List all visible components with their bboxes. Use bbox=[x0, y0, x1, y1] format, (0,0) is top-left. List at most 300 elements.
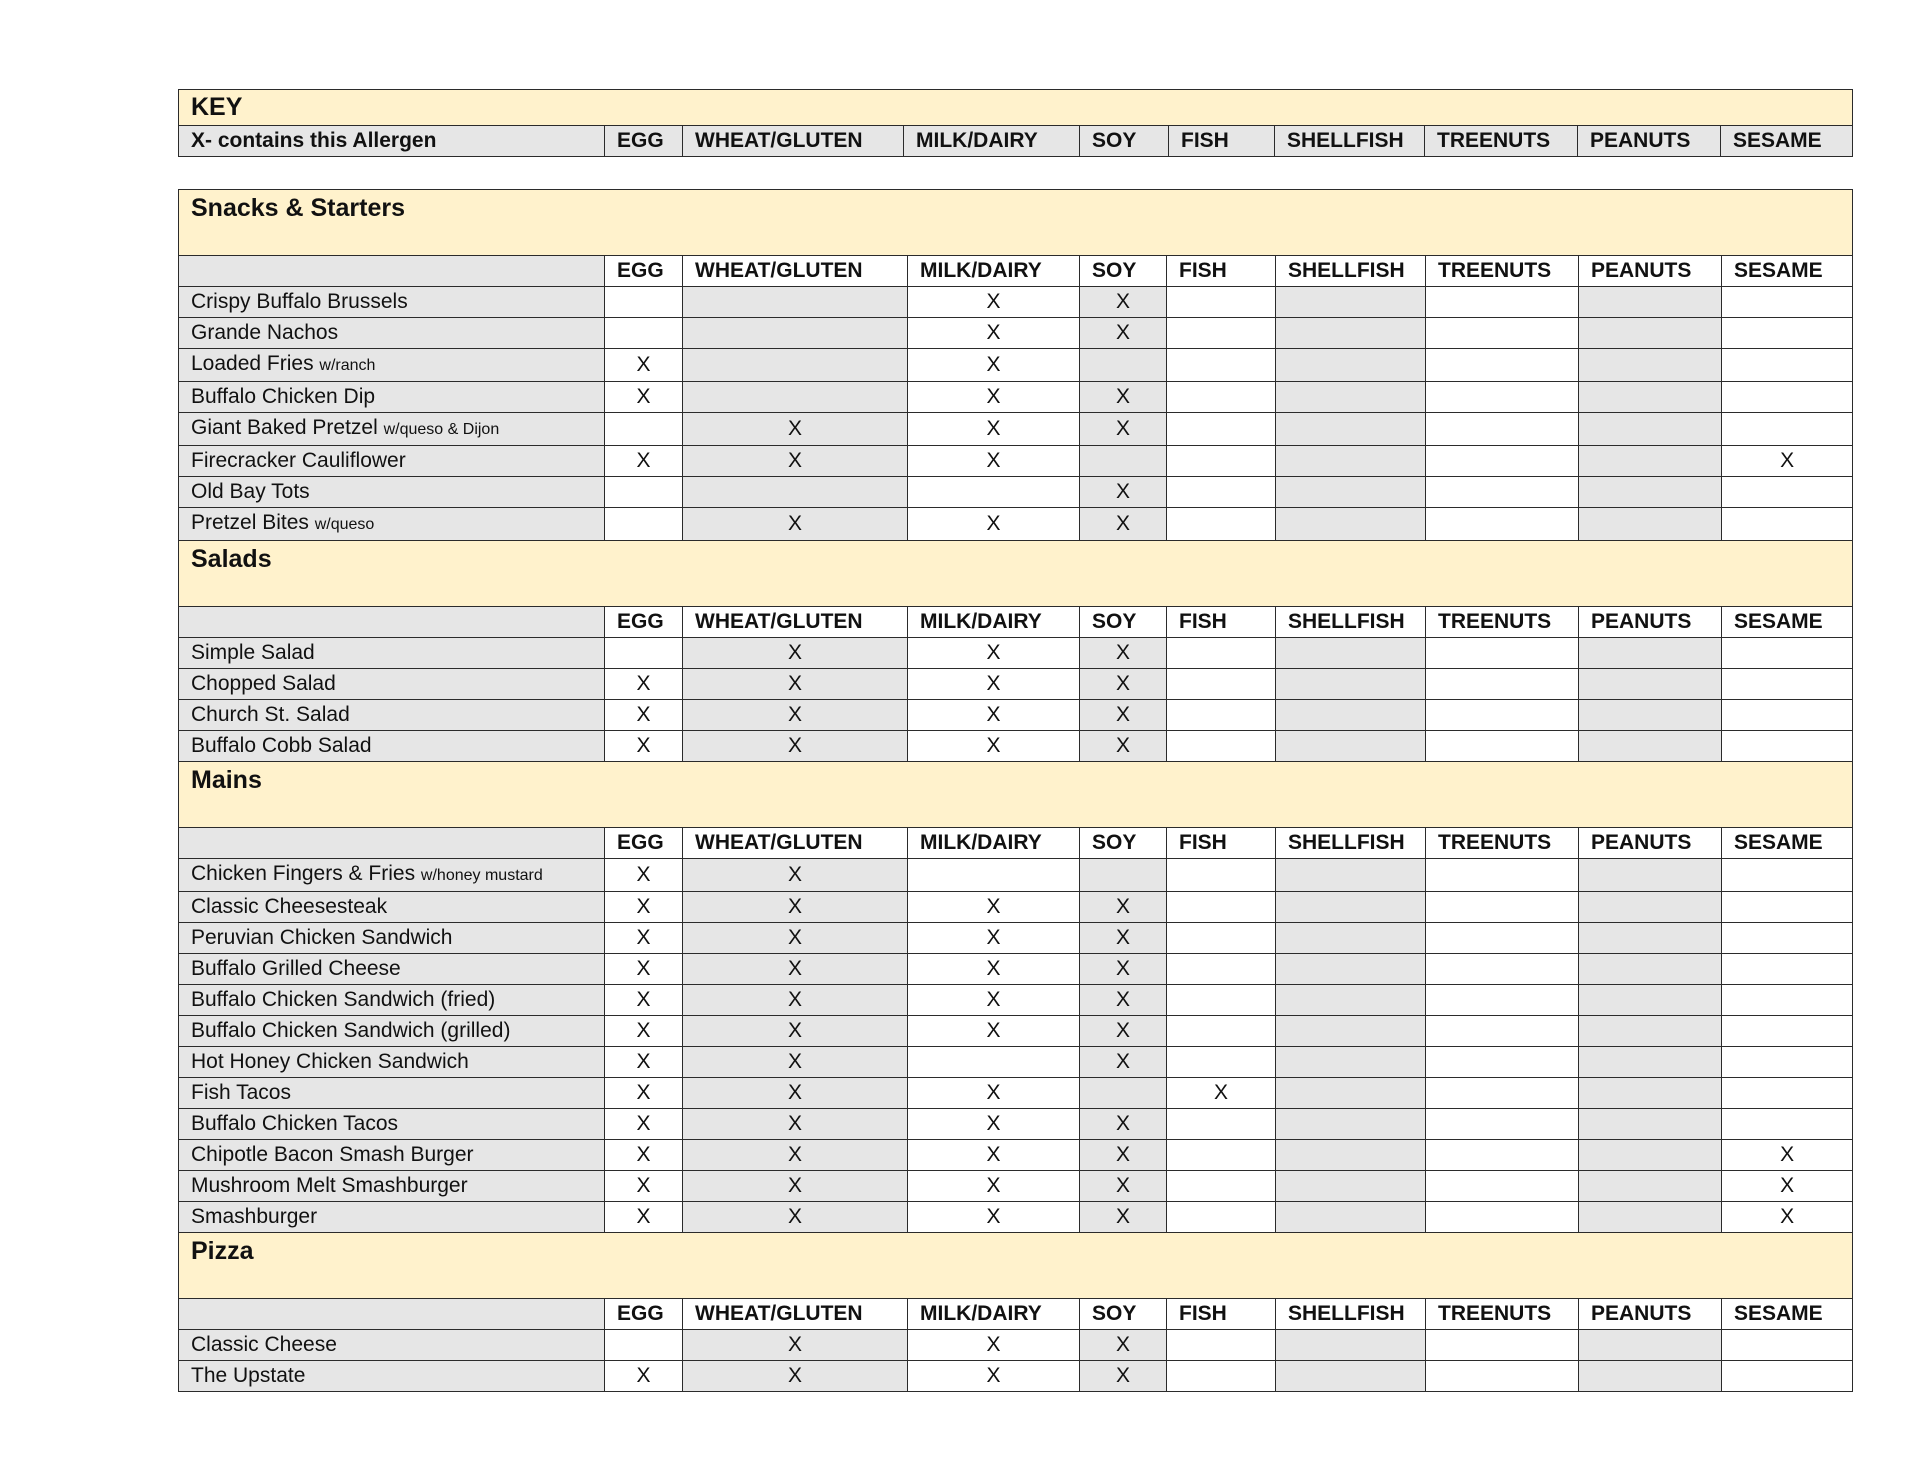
allergen-mark-wheat-gluten: X bbox=[683, 731, 908, 762]
menu-item-note: w/queso & Dijon bbox=[383, 421, 500, 438]
menu-item-cell bbox=[179, 985, 605, 1016]
allergen-mark-shellfish bbox=[1276, 477, 1426, 508]
allergen-mark-wheat-gluten: X bbox=[683, 1109, 908, 1140]
allergen-mark-shellfish bbox=[1276, 700, 1426, 731]
allergen-mark-shellfish bbox=[1276, 954, 1426, 985]
allergen-mark-sesame bbox=[1722, 1078, 1853, 1109]
allergen-mark-fish bbox=[1167, 1047, 1276, 1078]
allergen-mark-fish bbox=[1167, 318, 1276, 349]
menu-item-row bbox=[179, 382, 1853, 413]
menu-item-name: Loaded Fries bbox=[191, 352, 314, 375]
allergen-mark-sesame: X bbox=[1722, 1171, 1853, 1202]
allergen-mark-soy: X bbox=[1080, 669, 1167, 700]
column-header-treenuts: TREENUTS bbox=[1426, 607, 1579, 638]
allergen-mark-egg bbox=[605, 638, 683, 669]
allergen-mark-soy: X bbox=[1080, 1047, 1167, 1078]
menu-item-row bbox=[179, 700, 1853, 731]
menu-item-cell bbox=[179, 1016, 605, 1047]
key-col-egg: EGG bbox=[605, 126, 683, 157]
allergen-mark-treenuts bbox=[1426, 318, 1579, 349]
key-col-milk-dairy: MILK/DAIRY bbox=[904, 126, 1080, 157]
allergen-mark-sesame bbox=[1722, 349, 1853, 382]
allergen-mark-treenuts bbox=[1426, 446, 1579, 477]
allergen-mark-shellfish bbox=[1276, 508, 1426, 541]
menu-item-row bbox=[179, 1047, 1853, 1078]
allergen-mark-peanuts bbox=[1579, 669, 1722, 700]
menu-item-name: Crispy Buffalo Brussels bbox=[191, 290, 408, 313]
allergen-mark-fish bbox=[1167, 446, 1276, 477]
menu-item-row bbox=[179, 287, 1853, 318]
allergen-mark-peanuts bbox=[1579, 638, 1722, 669]
column-header-fish: FISH bbox=[1167, 256, 1276, 287]
allergen-mark-sesame bbox=[1722, 638, 1853, 669]
allergen-mark-milk-dairy: X bbox=[908, 1078, 1080, 1109]
menu-item-row bbox=[179, 892, 1853, 923]
allergen-mark-soy: X bbox=[1080, 318, 1167, 349]
allergen-mark-fish bbox=[1167, 1016, 1276, 1047]
key-col-treenuts: TREENUTS bbox=[1425, 126, 1578, 157]
allergen-mark-treenuts bbox=[1426, 923, 1579, 954]
menu-item-name: Old Bay Tots bbox=[191, 480, 310, 503]
menu-item-name: Buffalo Chicken Dip bbox=[191, 385, 376, 408]
allergen-mark-fish bbox=[1167, 638, 1276, 669]
allergen-mark-peanuts bbox=[1579, 382, 1722, 413]
menu-item-cell bbox=[179, 638, 605, 669]
column-header-peanuts: PEANUTS bbox=[1579, 607, 1722, 638]
allergen-mark-soy bbox=[1080, 859, 1167, 892]
allergen-mark-wheat-gluten: X bbox=[683, 1016, 908, 1047]
menu-item-row bbox=[179, 477, 1853, 508]
menu-item-row bbox=[179, 1361, 1853, 1392]
allergen-mark-sesame: X bbox=[1722, 1140, 1853, 1171]
allergen-mark-wheat-gluten bbox=[683, 349, 908, 382]
allergen-mark-soy: X bbox=[1080, 1361, 1167, 1392]
allergen-mark-soy: X bbox=[1080, 508, 1167, 541]
menu-item-cell bbox=[179, 1202, 605, 1233]
allergen-mark-treenuts bbox=[1426, 1330, 1579, 1361]
menu-item-row bbox=[179, 1078, 1853, 1109]
allergen-mark-soy: X bbox=[1080, 1202, 1167, 1233]
allergen-mark-soy: X bbox=[1080, 1109, 1167, 1140]
allergen-mark-milk-dairy bbox=[908, 477, 1080, 508]
menu-item-name: Peruvian Chicken Sandwich bbox=[191, 926, 453, 949]
allergen-mark-egg: X bbox=[605, 985, 683, 1016]
column-header-shellfish: SHELLFISH bbox=[1276, 828, 1426, 859]
allergen-mark-treenuts bbox=[1426, 413, 1579, 446]
column-header-milk-dairy: MILK/DAIRY bbox=[908, 607, 1080, 638]
column-header-milk-dairy: MILK/DAIRY bbox=[908, 1299, 1080, 1330]
allergen-mark-fish bbox=[1167, 508, 1276, 541]
allergen-mark-peanuts bbox=[1579, 700, 1722, 731]
allergen-mark-sesame bbox=[1722, 669, 1853, 700]
column-header-soy: SOY bbox=[1080, 828, 1167, 859]
column-header-shellfish: SHELLFISH bbox=[1276, 607, 1426, 638]
allergen-mark-treenuts bbox=[1426, 1171, 1579, 1202]
allergen-mark-milk-dairy: X bbox=[908, 923, 1080, 954]
menu-item-row bbox=[179, 859, 1853, 892]
allergen-mark-shellfish bbox=[1276, 1016, 1426, 1047]
allergen-mark-wheat-gluten: X bbox=[683, 1047, 908, 1078]
allergen-mark-egg: X bbox=[605, 731, 683, 762]
menu-item-row bbox=[179, 985, 1853, 1016]
allergen-mark-milk-dairy: X bbox=[908, 1140, 1080, 1171]
column-header-fish: FISH bbox=[1167, 828, 1276, 859]
menu-item-name: Buffalo Cobb Salad bbox=[191, 734, 372, 757]
allergen-mark-shellfish bbox=[1276, 1330, 1426, 1361]
allergen-mark-egg bbox=[605, 318, 683, 349]
allergen-mark-fish: X bbox=[1167, 1078, 1276, 1109]
allergen-mark-sesame bbox=[1722, 1109, 1853, 1140]
allergen-mark-fish bbox=[1167, 349, 1276, 382]
allergen-mark-fish bbox=[1167, 669, 1276, 700]
allergen-mark-soy bbox=[1080, 349, 1167, 382]
menu-item-cell bbox=[179, 859, 605, 892]
allergen-mark-fish bbox=[1167, 1140, 1276, 1171]
column-header-egg: EGG bbox=[605, 256, 683, 287]
menu-item-row bbox=[179, 731, 1853, 762]
allergen-mark-shellfish bbox=[1276, 859, 1426, 892]
allergen-key-table bbox=[178, 89, 1853, 157]
allergen-mark-sesame bbox=[1722, 985, 1853, 1016]
menu-item-cell bbox=[179, 349, 605, 382]
menu-item-cell bbox=[179, 1171, 605, 1202]
allergen-mark-wheat-gluten: X bbox=[683, 669, 908, 700]
allergen-mark-soy bbox=[1080, 1078, 1167, 1109]
menu-item-cell bbox=[179, 287, 605, 318]
column-header-fish: FISH bbox=[1167, 607, 1276, 638]
menu-item-name: The Upstate bbox=[191, 1364, 306, 1387]
menu-item-cell bbox=[179, 1047, 605, 1078]
allergen-mark-wheat-gluten: X bbox=[683, 954, 908, 985]
allergen-mark-peanuts bbox=[1579, 1078, 1722, 1109]
column-header-treenuts: TREENUTS bbox=[1426, 256, 1579, 287]
menu-item-row bbox=[179, 349, 1853, 382]
allergen-mark-shellfish bbox=[1276, 669, 1426, 700]
menu-item-cell bbox=[179, 413, 605, 446]
allergen-mark-peanuts bbox=[1579, 954, 1722, 985]
menu-item-cell bbox=[179, 508, 605, 541]
allergen-mark-peanuts bbox=[1579, 287, 1722, 318]
menu-item-name: Grande Nachos bbox=[191, 321, 339, 344]
allergen-mark-milk-dairy: X bbox=[908, 1361, 1080, 1392]
allergen-mark-milk-dairy: X bbox=[908, 382, 1080, 413]
menu-item-row bbox=[179, 923, 1853, 954]
key-col-peanuts: PEANUTS bbox=[1578, 126, 1721, 157]
menu-item-cell bbox=[179, 382, 605, 413]
allergen-mark-soy: X bbox=[1080, 413, 1167, 446]
allergen-mark-egg: X bbox=[605, 349, 683, 382]
allergen-mark-wheat-gluten: X bbox=[683, 892, 908, 923]
allergen-mark-treenuts bbox=[1426, 638, 1579, 669]
allergen-mark-peanuts bbox=[1579, 859, 1722, 892]
allergen-mark-treenuts bbox=[1426, 477, 1579, 508]
menu-item-name: Firecracker Cauliflower bbox=[191, 449, 406, 472]
menu-item-row bbox=[179, 638, 1853, 669]
allergen-mark-egg: X bbox=[605, 446, 683, 477]
allergen-mark-peanuts bbox=[1579, 985, 1722, 1016]
column-header-soy: SOY bbox=[1080, 607, 1167, 638]
menu-item-name: Simple Salad bbox=[191, 641, 315, 664]
section-title-row bbox=[179, 1233, 1853, 1299]
allergen-mark-sesame bbox=[1722, 1047, 1853, 1078]
allergen-mark-milk-dairy: X bbox=[908, 638, 1080, 669]
allergen-mark-soy: X bbox=[1080, 954, 1167, 985]
menu-item-cell bbox=[179, 1330, 605, 1361]
allergen-mark-sesame bbox=[1722, 1016, 1853, 1047]
allergen-mark-treenuts bbox=[1426, 1078, 1579, 1109]
key-col-soy: SOY bbox=[1080, 126, 1169, 157]
allergen-mark-sesame bbox=[1722, 1330, 1853, 1361]
allergen-mark-treenuts bbox=[1426, 985, 1579, 1016]
allergen-mark-milk-dairy: X bbox=[908, 349, 1080, 382]
column-header-fish: FISH bbox=[1167, 1299, 1276, 1330]
allergen-mark-wheat-gluten bbox=[683, 477, 908, 508]
menu-item-cell bbox=[179, 1109, 605, 1140]
allergen-mark-peanuts bbox=[1579, 923, 1722, 954]
allergen-mark-milk-dairy bbox=[908, 1047, 1080, 1078]
allergen-mark-shellfish bbox=[1276, 1361, 1426, 1392]
column-header-row bbox=[179, 256, 1853, 287]
menu-item-name: Buffalo Chicken Tacos bbox=[191, 1112, 399, 1135]
allergen-mark-fish bbox=[1167, 700, 1276, 731]
allergen-mark-shellfish bbox=[1276, 349, 1426, 382]
menu-item-cell bbox=[179, 669, 605, 700]
allergen-mark-soy: X bbox=[1080, 382, 1167, 413]
allergen-mark-milk-dairy: X bbox=[908, 1202, 1080, 1233]
allergen-mark-treenuts bbox=[1426, 1140, 1579, 1171]
menu-item-name: Church St. Salad bbox=[191, 703, 350, 726]
allergen-mark-peanuts bbox=[1579, 1140, 1722, 1171]
allergen-mark-wheat-gluten: X bbox=[683, 700, 908, 731]
allergen-mark-soy bbox=[1080, 446, 1167, 477]
menu-item-name: Classic Cheesesteak bbox=[191, 895, 388, 918]
allergen-mark-milk-dairy: X bbox=[908, 892, 1080, 923]
allergen-mark-wheat-gluten: X bbox=[683, 859, 908, 892]
allergen-mark-sesame bbox=[1722, 477, 1853, 508]
allergen-mark-fish bbox=[1167, 413, 1276, 446]
allergen-mark-milk-dairy: X bbox=[908, 1109, 1080, 1140]
allergen-mark-peanuts bbox=[1579, 413, 1722, 446]
allergen-mark-sesame bbox=[1722, 382, 1853, 413]
allergen-mark-milk-dairy: X bbox=[908, 669, 1080, 700]
allergen-mark-wheat-gluten: X bbox=[683, 446, 908, 477]
allergen-mark-peanuts bbox=[1579, 318, 1722, 349]
menu-item-row bbox=[179, 1330, 1853, 1361]
menu-item-name: Chipotle Bacon Smash Burger bbox=[191, 1143, 474, 1166]
allergen-mark-treenuts bbox=[1426, 287, 1579, 318]
menu-item-cell bbox=[179, 923, 605, 954]
allergen-mark-sesame bbox=[1722, 508, 1853, 541]
menu-item-row bbox=[179, 318, 1853, 349]
column-header-blank bbox=[179, 1299, 605, 1330]
allergen-mark-shellfish bbox=[1276, 382, 1426, 413]
allergen-mark-soy: X bbox=[1080, 287, 1167, 318]
allergen-mark-sesame bbox=[1722, 318, 1853, 349]
menu-item-name: Pretzel Bites bbox=[191, 511, 309, 534]
key-title: KEY bbox=[179, 90, 1853, 126]
menu-item-row bbox=[179, 1171, 1853, 1202]
key-col-sesame: SESAME bbox=[1721, 126, 1853, 157]
column-header-blank bbox=[179, 607, 605, 638]
column-header-soy: SOY bbox=[1080, 256, 1167, 287]
menu-item-name: Buffalo Chicken Sandwich (fried) bbox=[191, 988, 496, 1011]
column-header-peanuts: PEANUTS bbox=[1579, 256, 1722, 287]
allergen-mark-milk-dairy: X bbox=[908, 985, 1080, 1016]
allergen-mark-soy: X bbox=[1080, 700, 1167, 731]
allergen-mark-wheat-gluten bbox=[683, 382, 908, 413]
menu-item-row bbox=[179, 669, 1853, 700]
menu-item-cell bbox=[179, 1140, 605, 1171]
allergen-mark-wheat-gluten bbox=[683, 287, 908, 318]
allergen-mark-soy: X bbox=[1080, 1140, 1167, 1171]
allergen-mark-egg bbox=[605, 508, 683, 541]
allergen-mark-sesame bbox=[1722, 700, 1853, 731]
menu-item-cell bbox=[179, 700, 605, 731]
column-header-treenuts: TREENUTS bbox=[1426, 1299, 1579, 1330]
menu-item-row bbox=[179, 1016, 1853, 1047]
allergen-mark-fish bbox=[1167, 985, 1276, 1016]
allergen-mark-fish bbox=[1167, 923, 1276, 954]
allergen-mark-peanuts bbox=[1579, 508, 1722, 541]
allergen-mark-milk-dairy bbox=[908, 859, 1080, 892]
allergen-mark-wheat-gluten: X bbox=[683, 1171, 908, 1202]
menu-item-cell bbox=[179, 892, 605, 923]
column-header-egg: EGG bbox=[605, 828, 683, 859]
allergen-mark-fish bbox=[1167, 954, 1276, 985]
column-header-row bbox=[179, 607, 1853, 638]
allergen-mark-egg: X bbox=[605, 892, 683, 923]
column-header-wheat-gluten: WHEAT/GLUTEN bbox=[683, 828, 908, 859]
allergen-mark-shellfish bbox=[1276, 1109, 1426, 1140]
allergen-mark-treenuts bbox=[1426, 508, 1579, 541]
allergen-mark-shellfish bbox=[1276, 731, 1426, 762]
section-title-salads: Salads bbox=[179, 541, 1853, 607]
menu-item-row bbox=[179, 954, 1853, 985]
allergen-mark-treenuts bbox=[1426, 669, 1579, 700]
menu-item-name: Buffalo Grilled Cheese bbox=[191, 957, 401, 980]
column-header-egg: EGG bbox=[605, 1299, 683, 1330]
allergen-mark-milk-dairy: X bbox=[908, 413, 1080, 446]
allergen-mark-egg: X bbox=[605, 1171, 683, 1202]
allergen-mark-shellfish bbox=[1276, 1140, 1426, 1171]
allergen-mark-egg: X bbox=[605, 923, 683, 954]
allergen-mark-egg: X bbox=[605, 382, 683, 413]
allergen-mark-fish bbox=[1167, 731, 1276, 762]
menu-item-cell bbox=[179, 954, 605, 985]
column-header-shellfish: SHELLFISH bbox=[1276, 1299, 1426, 1330]
column-header-row bbox=[179, 1299, 1853, 1330]
column-header-sesame: SESAME bbox=[1722, 256, 1853, 287]
allergen-mark-egg: X bbox=[605, 1047, 683, 1078]
allergen-mark-milk-dairy: X bbox=[908, 1016, 1080, 1047]
menu-item-name: Buffalo Chicken Sandwich (grilled) bbox=[191, 1019, 511, 1042]
allergen-mark-peanuts bbox=[1579, 731, 1722, 762]
allergen-mark-sesame bbox=[1722, 923, 1853, 954]
allergen-mark-treenuts bbox=[1426, 700, 1579, 731]
allergen-mark-milk-dairy: X bbox=[908, 1171, 1080, 1202]
menu-item-row bbox=[179, 1140, 1853, 1171]
allergen-mark-peanuts bbox=[1579, 477, 1722, 508]
column-header-soy: SOY bbox=[1080, 1299, 1167, 1330]
allergen-mark-wheat-gluten: X bbox=[683, 508, 908, 541]
allergen-mark-peanuts bbox=[1579, 1361, 1722, 1392]
menu-item-name: Chicken Fingers & Fries bbox=[191, 862, 416, 885]
allergen-mark-milk-dairy: X bbox=[908, 287, 1080, 318]
column-header-shellfish: SHELLFISH bbox=[1276, 256, 1426, 287]
allergen-mark-treenuts bbox=[1426, 1361, 1579, 1392]
column-header-sesame: SESAME bbox=[1722, 1299, 1853, 1330]
menu-item-note: w/queso bbox=[314, 516, 375, 533]
allergen-mark-treenuts bbox=[1426, 954, 1579, 985]
menu-item-row bbox=[179, 508, 1853, 541]
menu-item-cell bbox=[179, 731, 605, 762]
allergen-mark-peanuts bbox=[1579, 1016, 1722, 1047]
allergen-mark-egg: X bbox=[605, 1078, 683, 1109]
key-col-shellfish: SHELLFISH bbox=[1275, 126, 1425, 157]
allergen-mark-shellfish bbox=[1276, 1078, 1426, 1109]
allergen-mark-egg bbox=[605, 413, 683, 446]
section-title-mains: Mains bbox=[179, 762, 1853, 828]
allergen-mark-treenuts bbox=[1426, 731, 1579, 762]
allergen-mark-treenuts bbox=[1426, 1016, 1579, 1047]
allergen-mark-peanuts bbox=[1579, 1047, 1722, 1078]
allergen-mark-peanuts bbox=[1579, 349, 1722, 382]
menu-item-name: Fish Tacos bbox=[191, 1081, 291, 1104]
allergen-mark-wheat-gluten: X bbox=[683, 1330, 908, 1361]
allergen-mark-peanuts bbox=[1579, 1109, 1722, 1140]
allergen-mark-milk-dairy: X bbox=[908, 318, 1080, 349]
allergen-mark-sesame bbox=[1722, 1361, 1853, 1392]
menu-item-row bbox=[179, 1109, 1853, 1140]
allergen-mark-shellfish bbox=[1276, 1202, 1426, 1233]
column-header-wheat-gluten: WHEAT/GLUTEN bbox=[683, 1299, 908, 1330]
allergen-mark-peanuts bbox=[1579, 446, 1722, 477]
column-header-peanuts: PEANUTS bbox=[1579, 828, 1722, 859]
allergen-mark-fish bbox=[1167, 477, 1276, 508]
allergen-mark-wheat-gluten: X bbox=[683, 413, 908, 446]
allergen-mark-treenuts bbox=[1426, 349, 1579, 382]
column-header-row bbox=[179, 828, 1853, 859]
menu-item-row bbox=[179, 413, 1853, 446]
allergen-mark-egg: X bbox=[605, 700, 683, 731]
section-title-row bbox=[179, 541, 1853, 607]
allergen-mark-sesame: X bbox=[1722, 446, 1853, 477]
menu-item-cell bbox=[179, 1078, 605, 1109]
allergen-mark-treenuts bbox=[1426, 1109, 1579, 1140]
column-header-wheat-gluten: WHEAT/GLUTEN bbox=[683, 607, 908, 638]
menu-item-note: w/ranch bbox=[319, 357, 376, 374]
section-title-pizza: Pizza bbox=[179, 1233, 1853, 1299]
allergen-mark-sesame bbox=[1722, 892, 1853, 923]
key-legend-row bbox=[179, 126, 1853, 157]
section-title-row bbox=[179, 762, 1853, 828]
menu-item-name: Classic Cheese bbox=[191, 1333, 337, 1356]
allergen-mark-soy: X bbox=[1080, 892, 1167, 923]
allergen-mark-shellfish bbox=[1276, 1047, 1426, 1078]
allergen-mark-sesame bbox=[1722, 413, 1853, 446]
allergen-mark-sesame bbox=[1722, 859, 1853, 892]
allergen-mark-soy: X bbox=[1080, 638, 1167, 669]
allergen-mark-shellfish bbox=[1276, 892, 1426, 923]
allergen-mark-shellfish bbox=[1276, 923, 1426, 954]
allergen-mark-shellfish bbox=[1276, 287, 1426, 318]
allergen-mark-wheat-gluten bbox=[683, 318, 908, 349]
column-header-treenuts: TREENUTS bbox=[1426, 828, 1579, 859]
allergen-mark-shellfish bbox=[1276, 1171, 1426, 1202]
allergen-mark-sesame bbox=[1722, 287, 1853, 318]
allergen-mark-soy: X bbox=[1080, 731, 1167, 762]
allergen-mark-treenuts bbox=[1426, 382, 1579, 413]
